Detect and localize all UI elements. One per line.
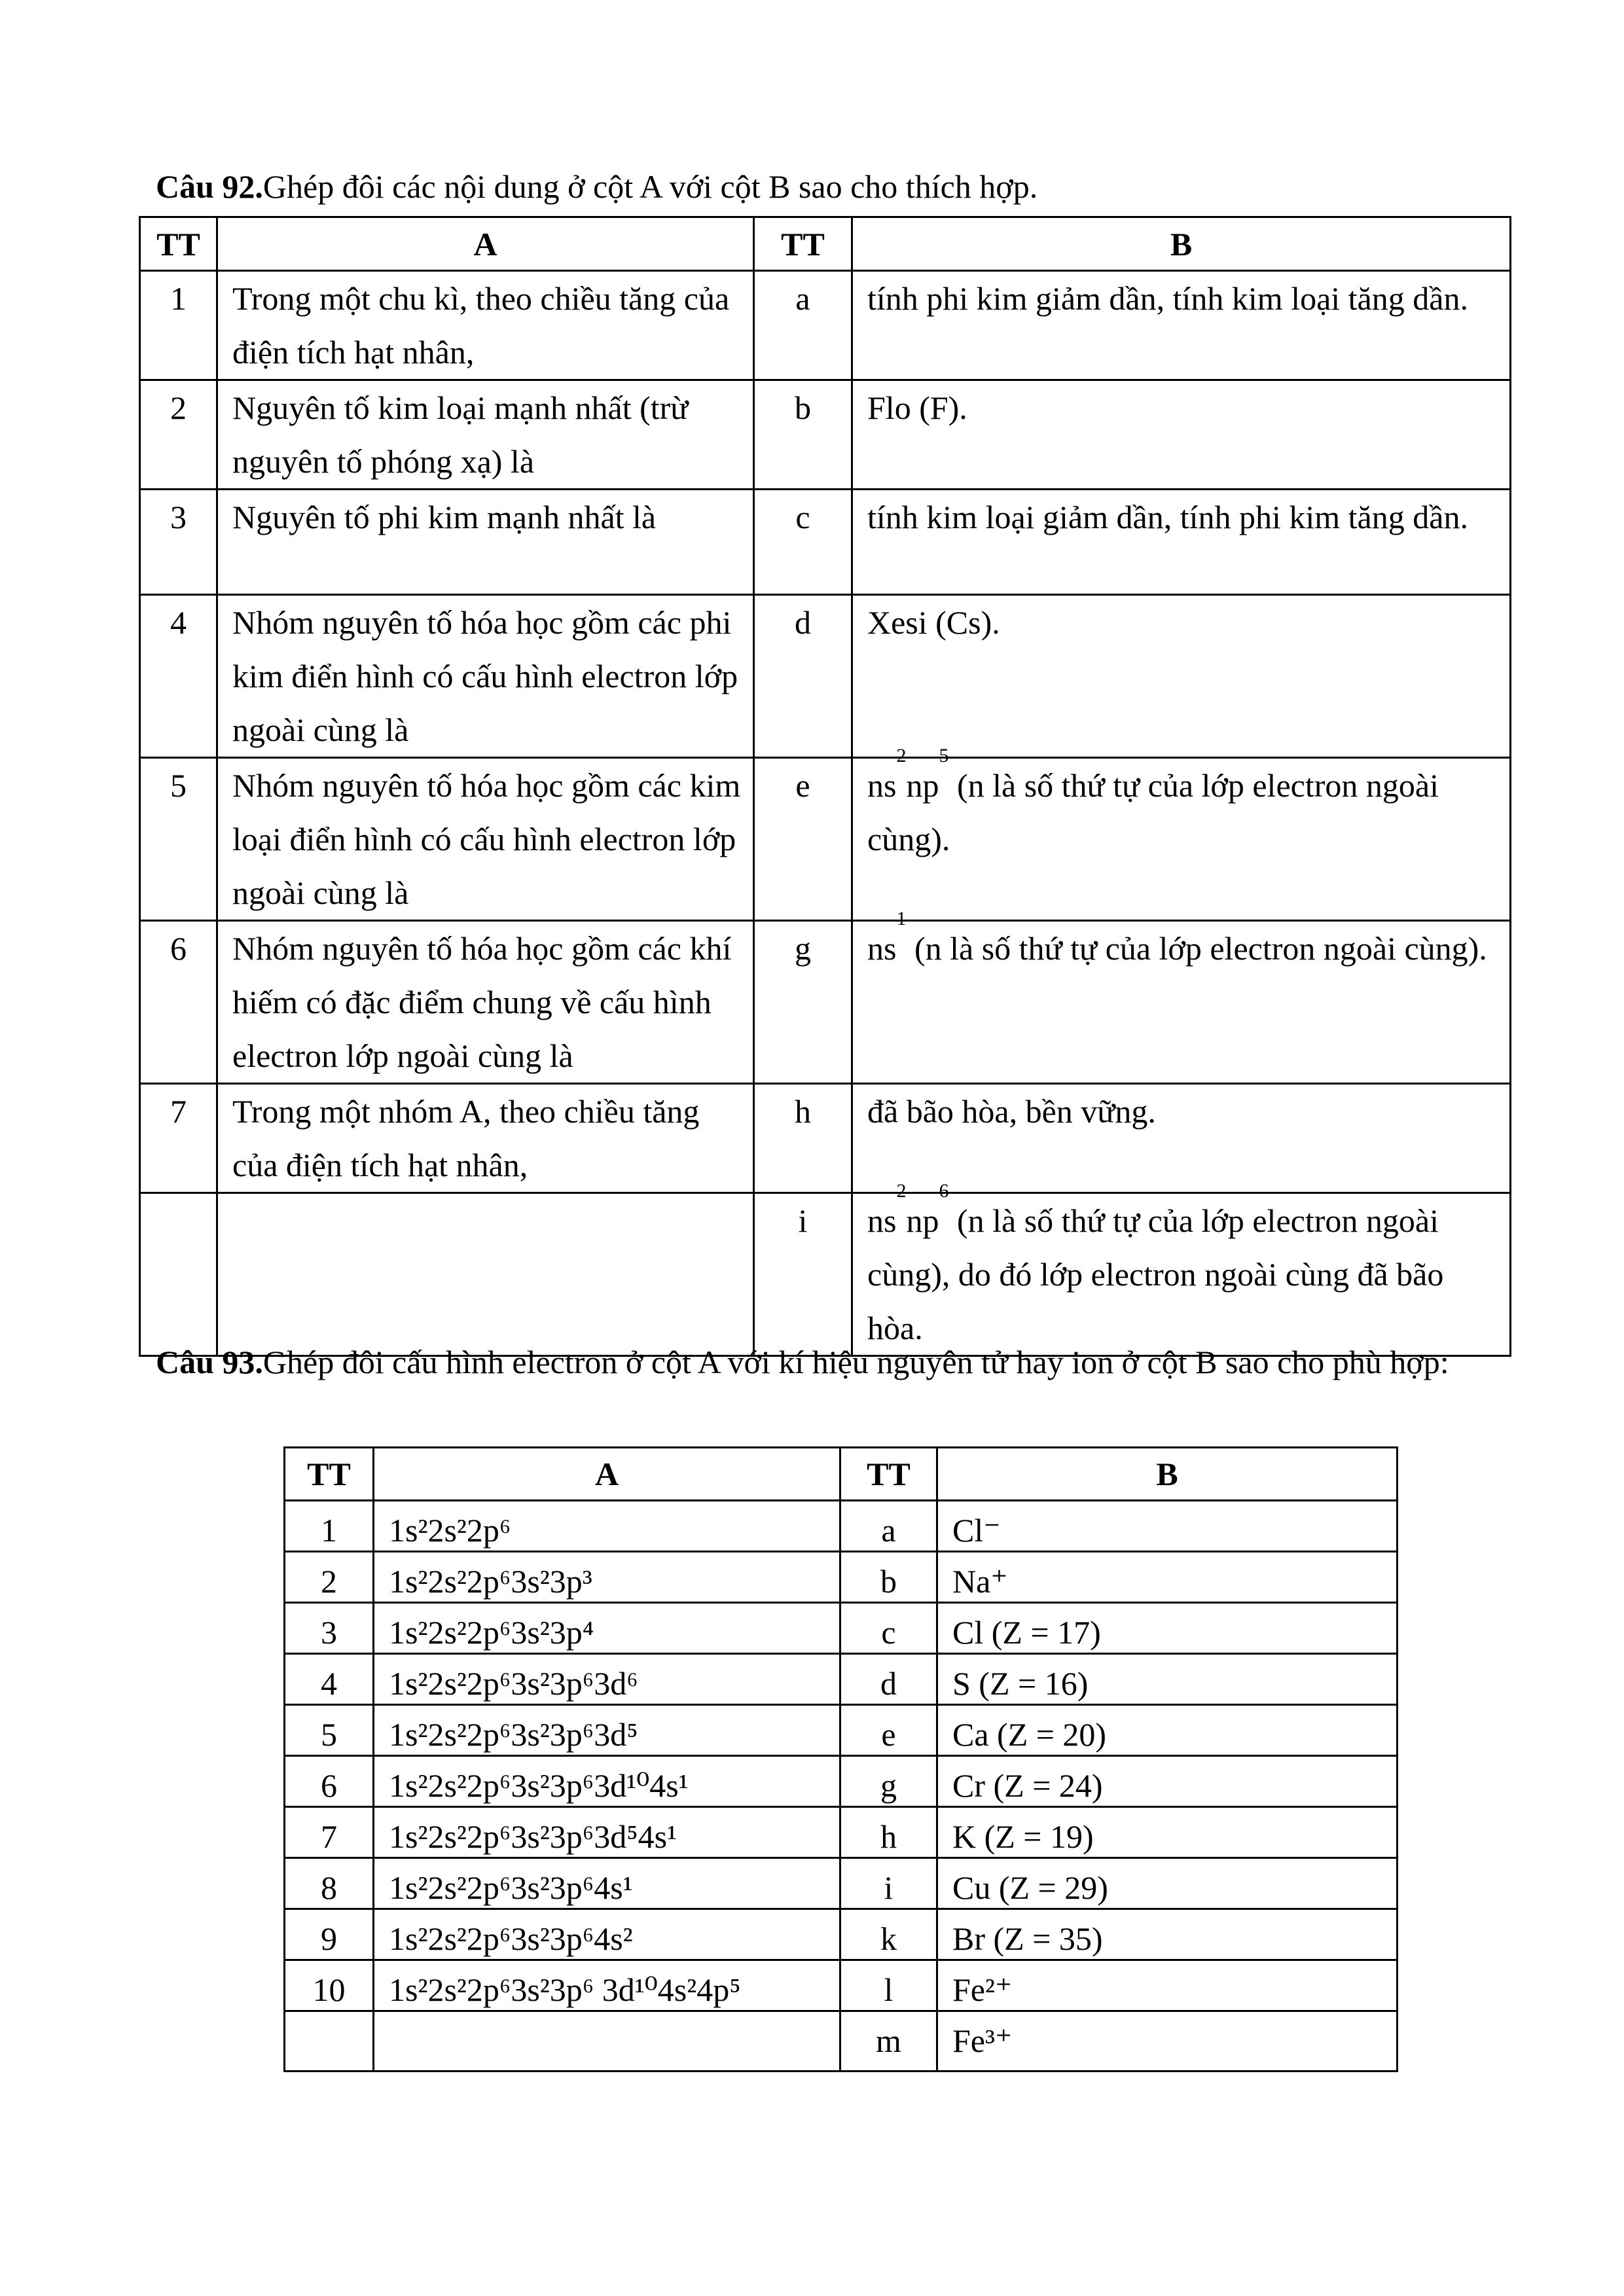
table-row [140,1193,1511,1356]
cell-tt2: l [840,1960,937,2011]
cell-b: Br (Z = 35) [937,1909,1398,1960]
table-row [285,1756,1398,1807]
cell-tt: 9 [285,1909,374,1960]
cell-a: Nguyên tố phi kim mạnh nhất là [217,490,754,595]
cell-b: Flo (F). [852,380,1511,490]
cell-tt2: i [754,1193,852,1356]
cell-a: 1s²2s²2p⁶3s²3p⁴ [374,1603,840,1654]
table-row [140,758,1511,921]
cell-b: tính kim loại giảm dần, tính phi kim tăng dần. [852,490,1511,595]
table-row [285,1858,1398,1909]
table-header-row [285,1448,1398,1501]
table-row [140,595,1511,758]
cell-b: $ns^2np^5$ (n là số thứ tự của lớp electron ngoài cùng). [852,758,1511,921]
cell-b: Cr (Z = 24) [937,1756,1398,1807]
question-92-number: Câu 92. [156,168,263,205]
cell-a [374,2011,840,2072]
cell-b: Cl⁻ [937,1501,1398,1552]
cell-tt2: b [754,380,852,490]
question-93-text: Ghép đôi cấu hình electron ở cột A với kí hiệu nguyên tử hay ion ở cột B sao cho phù hợp: [262,1344,1449,1380]
cell-tt: 7 [140,1084,217,1193]
cell-tt: 1 [140,271,217,380]
cell-a: 1s²2s²2p⁶3s²3p⁶3d¹⁰4s¹ [374,1756,840,1807]
cell-tt: 6 [285,1756,374,1807]
cell-tt2: i [840,1858,937,1909]
cell-tt2: a [754,271,852,380]
cell-b: Ca (Z = 20) [937,1705,1398,1756]
header-tt: TT [140,217,217,271]
cell-b: K (Z = 19) [937,1807,1398,1858]
cell-tt: 8 [285,1858,374,1909]
cell-tt: 5 [140,758,217,921]
cell-tt2: d [840,1654,937,1705]
cell-b: Fe²⁺ [937,1960,1398,2011]
table-row [285,1501,1398,1552]
cell-b: Fe³⁺ [937,2011,1398,2072]
question-93-title [156,1335,1504,1389]
header-b: B [852,217,1511,271]
header-a: A [374,1448,840,1501]
cell-tt2: m [840,2011,937,2072]
cell-tt2: g [840,1756,937,1807]
cell-tt2: g [754,921,852,1084]
cell-b: đã bão hòa, bền vững. [852,1084,1511,1193]
cell-tt: 10 [285,1960,374,2011]
header-a: A [217,217,754,271]
cell-tt: 3 [285,1603,374,1654]
cell-b: $ns^1$ (n là số thứ tự của lớp electron ngoài cùng). [852,921,1511,1084]
table-header-row [140,217,1511,271]
table-row [140,271,1511,380]
cell-a: 1s²2s²2p⁶3s²3p⁶3d⁶ [374,1654,840,1705]
table-row [285,1960,1398,2011]
cell-a: 1s²2s²2p⁶3s²3p⁶4s² [374,1909,840,1960]
cell-a: Nhóm nguyên tố hóa học gồm các kim loại điển hình có cấu hình electron lớp ngoài cùng là [217,758,754,921]
header-tt: TT [285,1448,374,1501]
table-row [285,1552,1398,1603]
cell-a: 1s²2s²2p⁶3s²3p⁶3d⁵4s¹ [374,1807,840,1858]
table-row [285,1909,1398,1960]
cell-tt2: e [840,1705,937,1756]
table-row [285,1705,1398,1756]
cell-tt2: e [754,758,852,921]
cell-tt2: a [840,1501,937,1552]
table-row [140,490,1511,595]
cell-tt: 6 [140,921,217,1084]
cell-b: Cl (Z = 17) [937,1603,1398,1654]
table-row [140,921,1511,1084]
cell-a: Nhóm nguyên tố hóa học gồm các khí hiếm có đặc điểm chung về cấu hình electron lớp ngoài cùng là [217,921,754,1084]
cell-tt2: c [754,490,852,595]
question-93-number: Câu 93. [156,1344,263,1380]
cell-tt: 1 [285,1501,374,1552]
question-92-table [139,216,1511,1357]
cell-tt2: h [754,1084,852,1193]
table-row [285,1807,1398,1858]
cell-b: Cu (Z = 29) [937,1858,1398,1909]
cell-tt [140,1193,217,1356]
table-row [285,1603,1398,1654]
cell-tt2: b [840,1552,937,1603]
question-93-table [283,1446,1398,2072]
cell-a: 1s²2s²2p⁶3s²3p⁶3d⁵ [374,1705,840,1756]
header-tt2: TT [754,217,852,271]
table-row [285,1654,1398,1705]
cell-tt: 4 [140,595,217,758]
cell-tt: 2 [140,380,217,490]
cell-a: 1s²2s²2p⁶ [374,1501,840,1552]
cell-a: 1s²2s²2p⁶3s²3p⁶ 3d¹⁰4s²4p⁵ [374,1960,840,2011]
cell-a: Trong một chu kì, theo chiều tăng của điện tích hạt nhân, [217,271,754,380]
cell-tt [285,2011,374,2072]
cell-a: Nhóm nguyên tố hóa học gồm các phi kim điển hình có cấu hình electron lớp ngoài cùng là [217,595,754,758]
table-row [140,380,1511,490]
cell-tt: 2 [285,1552,374,1603]
cell-a: Nguyên tố kim loại mạnh nhất (trừ nguyên tố phóng xạ) là [217,380,754,490]
cell-b: $ns^2np^6$ (n là số thứ tự của lớp electron ngoài cùng), do đó lớp electron ngoài cùng đã bão hòa. [852,1193,1511,1356]
cell-a: 1s²2s²2p⁶3s²3p³ [374,1552,840,1603]
question-92-text: Ghép đôi các nội dung ở cột A với cột B sao cho thích hợp. [262,168,1038,205]
header-tt2: TT [840,1448,937,1501]
cell-b: Xesi (Cs). [852,595,1511,758]
cell-a: 1s²2s²2p⁶3s²3p⁶4s¹ [374,1858,840,1909]
cell-b: S (Z = 16) [937,1654,1398,1705]
table-row [285,2011,1398,2072]
cell-b: tính phi kim giảm dần, tính kim loại tăng dần. [852,271,1511,380]
cell-tt2: c [840,1603,937,1654]
header-b: B [937,1448,1398,1501]
cell-b: Na⁺ [937,1552,1398,1603]
cell-tt2: d [754,595,852,758]
cell-tt: 3 [140,490,217,595]
cell-tt: 7 [285,1807,374,1858]
cell-a [217,1193,754,1356]
cell-tt2: h [840,1807,937,1858]
table-row [140,1084,1511,1193]
cell-a: Trong một nhóm A, theo chiều tăng của điện tích hạt nhân, [217,1084,754,1193]
question-92-title [156,167,1038,206]
cell-tt2: k [840,1909,937,1960]
cell-tt: 4 [285,1654,374,1705]
cell-tt: 5 [285,1705,374,1756]
